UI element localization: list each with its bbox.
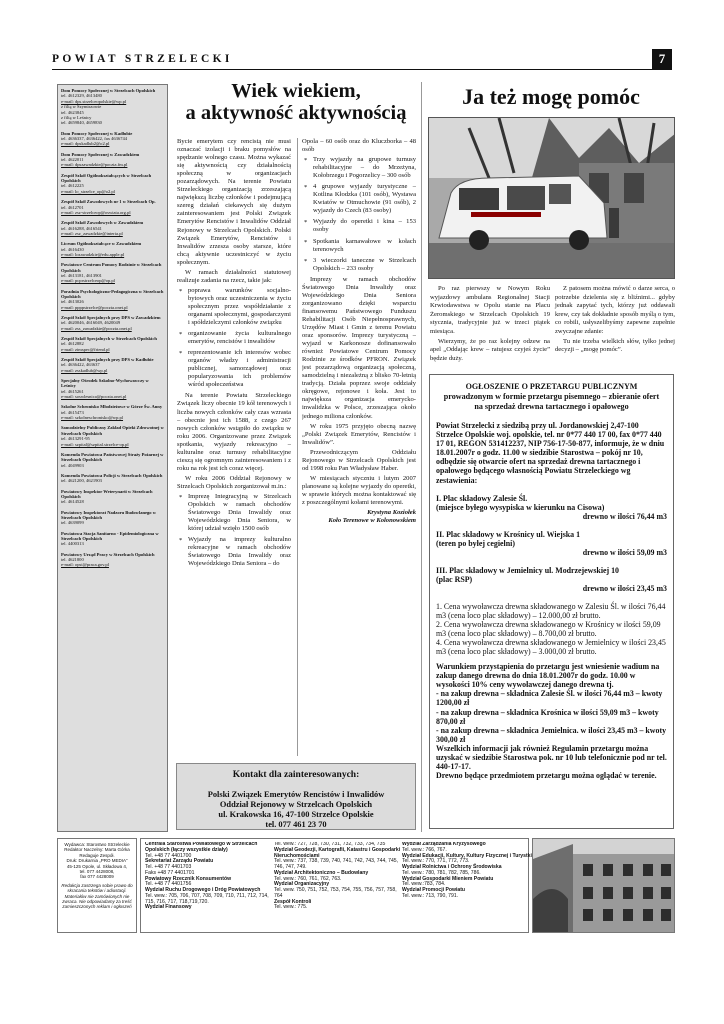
- entry-email: e-mail: opst@praca.gov.pl: [61, 562, 109, 568]
- department-phone: Tel. wew.: 780, 781, 782, 785, 786.: [402, 869, 481, 876]
- entry-phone: tel. 4612882: [61, 341, 84, 347]
- entry-phone: tel. 4615261: [61, 388, 84, 394]
- sidebar-entry: [61, 404, 164, 420]
- bullet-item: * organizowanie życia kulturalnego emerytów, rencistów i inwalidów: [177, 330, 291, 346]
- entry-name: Specjalny Ośrodek Szkolno-Wychowawczy w Leśnicy: [61, 378, 149, 389]
- publisher-info: [57, 838, 137, 933]
- page-footer: [57, 838, 675, 933]
- notice-condition: Wszelkich informacji jak również Regulamin przetargu można uzyskać w siedzibie Starostwa pok. nr 10 lub telefonicznie pod nr tel. 440-17-17.: [436, 743, 667, 772]
- entry-email: e-mail: lo_strzelce_op@o2.pl: [61, 188, 115, 194]
- entry-name: Zespół Szkół Specjalnych przy DPS w Zawadzkiem: [61, 314, 161, 320]
- sidebar-entry: [61, 510, 164, 526]
- article-title-line2: a aktywność aktywnością: [185, 102, 407, 124]
- article-title: Ja też mogę pomóc: [462, 84, 640, 109]
- entry-name: Zespół Szkół Zawodowych nr 1 w Strzelcach Op.: [61, 199, 156, 205]
- directory-column: [272, 842, 404, 911]
- article-title: [175, 80, 417, 124]
- entry-line: z filią w Leśnicy: [61, 115, 92, 121]
- item-subtitle: (teren po byłej cegielni): [436, 539, 515, 549]
- entry-phone: tel. 4636422, 463637: [61, 362, 100, 368]
- paragraph: Po raz pierwszy w Nowym Roku wyjazdowy ambulans Regionalnej Stacji Krwiodawstwa w Opolu stanie na Placu Żeromskiego w Strzelcach Opolskich 19 stycznia, tradycyjnie już w trzeci piątek miesiąca.: [430, 285, 550, 335]
- department-name: Wydział Promocji Powiatu: [402, 887, 466, 893]
- entry-name: Dom Pomocy Społecznej w Strzelcach Opolskich: [61, 88, 156, 93]
- sidebar-entry: [61, 315, 164, 331]
- paragraph: Bycie emerytem czy rencistą nie musi oznaczać izolacji i braku pomysłów na spędzanie wolnego czasu. Można wykazać się aktywnością czy działalnością społeczną w organizacjach pozarządowych. Na terenie Powiatu Strzeleckiego organizacją zrzeszającą największą liczbę członków i podejmującą szereg działań ciekawych się dużym zainteresowaniem jest Polski Związek Emerytów Rencistów i Inwalidów Oddział Rejonowy w Strzelcach Opolskich. Polski Związek Emerytów, Rencistów i Inwalidów zrzesza osoby starsze, które chcą aktywnie uczestniczyć w życiu społecznym.: [177, 138, 291, 266]
- paragraph: Z patosem można mówić o darze serca, o potrzebie dzielenia się z bliźnimi... gdyby jednak zapytać tych, którzy już oddawali krew, czy tak dokładnie sposób myślą o tym, co robili, usłyszelibyśmy zapewne zupełnie zwyczajne zdanie:: [555, 285, 675, 335]
- sidebar-entry: [61, 378, 164, 400]
- article-column-1: [177, 138, 291, 756]
- department-name: Wydział Finansowy: [145, 904, 192, 911]
- department-name: Wydział Geodezji, Kartografii, Katastru i Gospodarki Nieruchomościami: [274, 846, 401, 859]
- department-phone: Tel. wew.: 727, 728, 730, 731, 732, 733, 734, 735: [274, 842, 386, 847]
- item-amount: drewno w ilości 76,44 m3: [582, 511, 667, 521]
- bullet-item: * reprezentowanie ich interesów wobec organów władzy i administracji publicznej, samorządowej oraz popularyzowania ich problemów wśród społeczeństwa: [177, 349, 291, 389]
- entry-email: e-mail: dpszawadzkie@poczta.fm.pl: [61, 162, 128, 168]
- entry-email: e-mail: dpskadlub2@o2.pl: [61, 141, 110, 147]
- paragraph: W ramach działalności statutowej realizuje zadania na rzecz, takie jak:: [177, 268, 291, 284]
- notice-prices: [436, 602, 667, 657]
- directory-column: [143, 842, 275, 911]
- entry-phone: tel. 4622011: [61, 157, 84, 163]
- department-name: Wydział Organizacyjny: [274, 881, 330, 888]
- department-phone: Tel. wew.: 737, 738, 739, 740, 741, 742, 743, 744, 745, 746, 747, 749.: [274, 858, 399, 870]
- department-phone: Tel. wew.: 775.: [274, 904, 308, 911]
- entry-phone: tel. 4613291-95: [61, 436, 90, 442]
- department-phone: Faks +48 77 4401701: [145, 869, 195, 876]
- entry-line: z filią w Szymiszowie: [61, 104, 102, 110]
- article-title-line1: Wiek wiekiem,: [231, 80, 361, 102]
- department-phone: Tel. wew.: 770, 771, 772, 773.: [402, 858, 470, 865]
- entry-phone: tel. 4636337, 4636422, fax 4636744: [61, 136, 128, 142]
- entry-line: tel. 4659840, 4659830: [61, 120, 102, 126]
- entry-email: e-mail: szkolneschronisko@wp.pl: [61, 415, 124, 421]
- entry-name: Szkolne Schronisko Młodzieżowe w Górze Św. Anny: [61, 404, 163, 410]
- bullet-item: * Imprezę Integracyjną w Strzelcach Opolskich w ramach obchodów Światowego Dnia Inwalidy oraz Wojewódzkiego Dnia Seniora, w której udział wzięło 1500 osób: [177, 493, 291, 533]
- entry-phone: tel. 4615473: [61, 409, 84, 415]
- sidebar-entry: [61, 131, 164, 147]
- price-line: 2. Cena wywoławcza drewna składowanego w Krośnicy w ilości 59,09 m3 (cena loco plac składowy) – 8.700,00 zł brutto.: [436, 619, 661, 638]
- department-name: Wydział Gospodarki Mieniem Powiatu: [402, 875, 494, 882]
- item-subtitle: (plac RSP): [436, 575, 473, 585]
- bullet-list: [177, 287, 291, 390]
- entry-email: e-mail: zimspec@friend.pl: [61, 346, 110, 352]
- item-amount: drewno w ilości 23,45 m3: [582, 584, 667, 594]
- entry-name: Zespół Szkół Zawodowych w Zawadzkiem: [61, 220, 144, 226]
- notice-heading: OGŁOSZENIE O PRZETARGU PUBLICZNYM: [465, 382, 638, 391]
- sidebar-entry: [61, 241, 164, 257]
- entry-name: Poradnia Psychologiczno-Pedagogiczna w Strzelcach Opolskich: [61, 288, 164, 299]
- notice-condition: - na zakup drewna – składnica Jemielnica. w ilości 23,45 m3 – kwoty 300,00 zł: [436, 725, 667, 744]
- paragraph: W roku 2006 Oddział Rejonowy w Strzelcach Opolskich zorganizował m.in.:: [177, 474, 291, 490]
- sidebar-entry: [61, 552, 164, 568]
- item-title: I. Plac składowy Zalesie Śl.: [436, 493, 528, 503]
- contact-line: Oddział Rejonowy w Strzelcach Opolskich: [219, 800, 373, 809]
- office-directory: [140, 838, 532, 933]
- item-amount: drewno w ilości 59,09 m3: [582, 548, 667, 558]
- ambulance-photo-image: [429, 118, 675, 279]
- entry-email: e-mail: lozawadzkie@edu.apple.pl: [61, 251, 125, 257]
- department-phone: Tel. wew.: 705, 706, 707, 708, 709, 710, 711, 712, 714, 715, 716, 717, 718,719,720.: [145, 892, 269, 905]
- author-name: Krystyna Koziołek: [367, 509, 416, 517]
- sidebar-entry: [61, 452, 164, 468]
- entry-email: e-mail: szpital@szpital.strzelce-op.pl: [61, 441, 129, 447]
- entry-email: e-mail: zsz-strzelceop@oswiata.org.pl: [61, 209, 131, 215]
- paragraph: Na terenie Powiatu Strzeleckiego Związek liczy obecnie 19 kół terenowych i liczba nowych członków cały czas wzrasta – obecnie jest ich 1588, z czego 267 nowych członków wstąpiło do związku w roku 2006. Organizowane przez Związek spotkania, wyjazdy rekreacyjno – kulturalne oraz turnusy rehabilitacyjne cieszą się ogromnym zainteresowaniem i z roku na rok jest ich coraz więcej.: [177, 392, 291, 472]
- entry-phone: tel. 4612701: [61, 204, 84, 210]
- column-divider: [421, 82, 422, 832]
- publisher-line: 45-125 Opole, ul. Składowa 4,: [66, 863, 128, 869]
- publisher-line: Wydawca: Starostwo Strzeleckie: [64, 842, 130, 847]
- paragraph: Opola – 60 osób oraz do Kluczborka – 48 osób: [302, 138, 416, 154]
- entry-name: Liceum Ogólnokształcące w Zawadzkiem: [61, 241, 142, 247]
- contact-line: Polski Związek Emerytów Rencistów i Inwalidów: [207, 790, 385, 799]
- entry-phone: tel. 4620046, 4616049, 4620049: [61, 320, 121, 326]
- entry-email: e-mail: zss_zawadzkie@poczta.onet.pl: [61, 325, 132, 331]
- tender-notice: [429, 374, 674, 829]
- bullet-item: * poprawa warunków socjalno-bytowych oraz uczestniczenia w życiu społecznym przez współdziałanie z organami społecznymi, gospodarczymi i spółdzielczymi członków związku: [177, 287, 291, 327]
- contact-line: tel. 077 461 23 70: [265, 820, 327, 829]
- entry-name: Samodzielny Publiczny Zakład Opieki Zdrowotnej w Strzelcach Opolskich: [61, 425, 164, 436]
- entry-phone: tel. 4616288, 4616541: [61, 225, 102, 231]
- entry-name: Powiatowy Inspektorat Nadzoru Budowlanego w Strzelcach Opolskich: [61, 509, 156, 520]
- department-phone: Tel. wew.: 760, 761, 762, 763.: [274, 875, 342, 882]
- bullet-list: [302, 156, 416, 273]
- sidebar-entry: [61, 489, 164, 505]
- department-phone: Tel. +48 77 4401703: [145, 864, 192, 870]
- building-photo: [532, 838, 675, 933]
- notice-item: [436, 494, 667, 521]
- article-column-1: [430, 285, 550, 364]
- editorial-note: Redakcja zastrzega sobie prawo do skracania tekstów i adiustacji. Materiałów nie zamówionych nie zwraca. Nie odpowiadamy za treść zamieszczonych reklam i ogłoszeń: [61, 882, 133, 910]
- price-line: 4. Cena wywoławcza drewna składowanego w Jemielnicy w ilości 23,45 m3 (cena loco plac składowy) – 3.000,00 zł brutto.: [436, 637, 666, 656]
- department-phone: Tel. wew. 750, 751, 752, 753, 754, 755, 756, 757, 758, 764: [274, 887, 397, 899]
- entry-phone: tel. 4612225: [61, 183, 84, 189]
- notice-condition: Drewno będące przedmiotem przetargu można oglądać w terenie.: [436, 771, 657, 781]
- entry-email: e-mail: ppppstrzelce@poczta.onet.pl: [61, 304, 128, 310]
- entry-name: Powiatowe Centrum Pomocy Rodzinie w Strzelcach Opolskich: [61, 262, 162, 273]
- entry-email: e-mail: dps.strzelceopolskie@wp.pl: [61, 98, 127, 104]
- page-number: 7: [652, 49, 672, 69]
- entry-phone: tel. 4614528: [61, 499, 84, 505]
- sidebar-entry: [61, 173, 164, 195]
- entry-name: Powiatowy Inspektor Weterynarii w Strzelcach Opolskich: [61, 488, 153, 499]
- column-divider: [297, 138, 298, 756]
- sidebar-entry: [61, 262, 164, 284]
- entry-phone: tel. 4621200, 4621903: [61, 478, 102, 484]
- department-phone: Tel. wew.:783, 784.: [402, 881, 446, 888]
- notice-condition: - na zakup drewna – składnica Zalesie Śl. w ilości 76,44 m3 – kwoty 1200,00 zł: [436, 689, 663, 708]
- page-header: [52, 52, 672, 70]
- department-name: Zespół Kontroli: [274, 898, 312, 905]
- publisher-line: Redaktor Naczelny: Marta Górka: [64, 847, 130, 853]
- bullet-item: * Wyjazdy do operetki i kina – 153 osoby: [302, 218, 416, 234]
- department-name: Wydział Architektoniczno – Budowlany: [274, 869, 369, 876]
- department-phone: Tel. +48 77 4401756: [145, 881, 192, 888]
- department-name: Wydział Zarządzania Kryzysowego: [402, 842, 486, 847]
- entry-name: Zespół Szkół Specjalnych przy DPS w Kadłubie: [61, 357, 154, 363]
- entry-phone: tel. 4613026: [61, 299, 84, 305]
- entry-phone: tel. 4639099: [61, 520, 84, 526]
- entry-name: Powiatowa Stacja Sanitarno - Epidemiologiczna w Strzelcach Opolskich: [61, 530, 159, 541]
- sidebar-entry: [61, 88, 164, 126]
- sidebar-entry: [61, 357, 164, 373]
- notice-subheading: prowadzonym w formie przetargu pisemnego – zbieranie ofert: [443, 392, 660, 401]
- entry-phone: tel. 4621800: [61, 556, 84, 562]
- sidebar-entry: [61, 289, 164, 311]
- entry-phone: tel. 4612329, 4613480: [61, 93, 102, 99]
- department-name: Wydział Ruchu Drogowego i Dróg Powiatowych: [145, 887, 261, 893]
- contact-sidebar: [57, 84, 168, 832]
- item-title: II. Plac składowy w Krośnicy ul. Wiejska 1: [436, 529, 581, 539]
- item-title: III. Plac składowy w Jemielnicy ul. Modrzejewskiej 10: [436, 566, 620, 576]
- entry-phone: tel. 4400313: [61, 541, 84, 547]
- entry-name: Zespół Szkół Ogólnokształcących w Strzelcach Opolskich: [61, 172, 152, 184]
- contact-line: ul. Krakowska 16, 47-100 Strzelce Opolskie: [218, 810, 374, 819]
- sidebar-entry: [61, 336, 164, 352]
- department-name: Powiatowy Rzecznik Konsumentów: [145, 875, 232, 882]
- item-subtitle: (miejsce byłego wysypiska w kierunku na Cisowa): [436, 502, 605, 512]
- notice-condition: Warunkiem przystąpienia do przetargu jest wniesienie wadium na zakup danego drewna do dnia 18.01.2007r do godz. 10.00 w wysokości 10% ceny wywoławczej danego drewna tj.: [436, 662, 660, 690]
- article-column-2: [302, 138, 416, 756]
- publisher-line: fax 077 4428009: [80, 874, 114, 880]
- publisher-line: tel. 077 4428008,: [79, 869, 115, 875]
- ambulance-photo: [428, 117, 675, 279]
- department-name: Wydział Edukacji, Kultury, Kultury Fizycznej i Turystki: [402, 852, 532, 859]
- entry-name: Komenda Powiatowa Policji w Strzelcach Opolskich: [61, 472, 163, 478]
- sidebar-entry: [61, 220, 164, 236]
- entry-name: Dom Pomocy Społecznej w Kadłubie: [61, 130, 133, 136]
- sidebar-entry: [61, 473, 164, 484]
- sidebar-entry: [61, 152, 164, 168]
- department-name: Centrala Starostwa Powiatowego w Strzelcach Opolskich (łączy wszystkie działy): [145, 842, 258, 853]
- notice-item: [436, 566, 667, 593]
- bullet-item: * Trzy wyjazdy na grupowe turnusy rehabilitacyjne – do Mrzeżyna, Kołobrzegu i Pogorzelicy – 300 osób: [302, 156, 416, 180]
- notice-subheading: na sprzedaż drewna tartacznego i opałowego: [474, 402, 629, 411]
- entry-phone: tel. 4616430: [61, 246, 84, 252]
- paragraph: W miesiącach styczniu i lutym 2007 planowane są kolejne wyjazdy do operetki, w sprawie których można kontaktować się z poszczególnymi kołami terenowymi.: [302, 474, 416, 506]
- bullet-item: * 4 grupowe wyjazdy turystyczne – Kotlina Kłodzka (101 osób), Wystawa Kwiatów w Otmuchowie (91 osób), 2 wyjazdy do Czech (83 osoby): [302, 183, 416, 215]
- paragraph: Tu nie trzeba wielkich słów, tylko jednej decyzji – „mogę pomóc”.: [555, 337, 675, 354]
- entry-name: Dom Pomocy Społecznej w Zawadzkiem: [61, 151, 140, 157]
- department-name: Sekretariat Zarządu Powiatu: [145, 858, 214, 865]
- notice-intro: Powiat Strzelecki z siedzibą przy ul. Jordanowskiej 2,47-100 Strzelce Opolskie woj. opolskie, tel. nr 0*77 440 17 00, fax 0*77 440 17 01, REGON 531412237, NIP 756-17-50-877, informuje, że w dniu 18.01.2007r o godz. 11.00 w siedzibie Starostwa – pokój nr 10, odbędzie się otwarcie ofert na sprzedaż drewna tartacznego i opałowego będącego własnością Powiatu Strzeleckiego wg zestawienia:: [436, 421, 665, 485]
- paragraph: W roku 1975 przyjęto obecną nazwę „Polski Związek Emerytów, Rencistów i Inwalidów”.: [302, 422, 416, 446]
- notice-item: [436, 530, 667, 557]
- sidebar-entry: [61, 425, 164, 447]
- bullet-item: * Spotkania karnawałowe w kołach terenowych: [302, 238, 416, 254]
- department-name: Wydział Rolnictwa i Ochrony Środowiska: [402, 864, 502, 870]
- sidebar-entry: [61, 199, 164, 215]
- publisher-line: Redaguje Zespół.: [79, 852, 115, 858]
- entry-email: e-mail: zsskadlub@wp.pl: [61, 367, 108, 373]
- entry-email: e-mail: soswlesnica@poczta.onet.pl: [61, 394, 127, 400]
- entry-name: Zespół Szkół Specjalnych w Strzelcach Opolskich: [61, 336, 157, 341]
- masthead: POWIAT STRZELECKI: [52, 53, 233, 65]
- entry-email: e-mail: pcprstrzelceop@op.pl: [61, 278, 115, 284]
- department-phone: Tel. +48 77 4401700: [145, 852, 192, 859]
- sidebar-entry: [61, 531, 164, 547]
- author-affiliation: Koło Terenowe w Kolonowskiem: [328, 517, 416, 525]
- bullet-item: * Wyjazdy na imprezy kulturalno rekreacyjne w ramach obchodów Światowego Dnia Inwalidy oraz Wojewódzkiego Dnia Seniora – do: [177, 536, 291, 568]
- article-column-2: [555, 285, 675, 356]
- contact-box: [176, 763, 416, 830]
- paragraph: Przewodniczącym Oddziału Rejonowego w Strzelcach Opolskich jest od 1998 roku Pan Władysław Haber.: [302, 448, 416, 472]
- entry-name: Powiatowy Urząd Pracy w Strzelcach Opolskich: [61, 551, 155, 557]
- directory-column: [400, 842, 532, 900]
- contact-title: Kontakt dla zainteresowanych:: [232, 770, 360, 780]
- bullet-item: * 3 wieczorki taneczne w Strzelcach Opolskich – 233 osoby: [302, 257, 416, 273]
- publisher-line: Druk: Drukarnia „PRO MEDIA”: [66, 858, 128, 864]
- paragraph: Wierzymy, że po raz kolejny odzew na apel „Oddając krew – ratujesz czyjeś życie” będzie duży.: [430, 337, 550, 362]
- price-line: 1. Cena wywoławcza drewna składowanego w Zalesiu Śl. w ilości 76,44 m3 (cena loco plac składowy) – 12.000,00 zł brutto.: [436, 601, 666, 620]
- entry-phone: tel. 4613181, 4613901: [61, 272, 102, 278]
- department-phone: Tel. wew.: 713, 790, 791.: [402, 892, 459, 899]
- entry-email: e-mail: zsz_zawadzkie@interia.pl: [61, 230, 123, 236]
- entry-line: tel. 4623845: [61, 109, 84, 115]
- notice-condition: - na zakup drewna – składnica Krośnica w ilości 59,09 m3 – kwoty 870,00 zł: [436, 707, 659, 726]
- notice-items: [436, 494, 667, 594]
- bullet-list: [177, 493, 291, 568]
- paragraph: Imprezy w ramach obchodów Światowego Dnia Inwalidy oraz Wojewódzkiego Dnia Seniora zorganizowano dzięki wsparciu finansowemu Państwowego Funduszu Rehabilitacji Osób Niepełnosprawnych, Urzędów Miast i Gmin z terenu Powiatu oraz sponsorów. Imprezy turystyczną – wyjazd w Karkonosze dofinansowało również Powiatowe Centrum Pomocy Rodzinie ze środków PFRON. Związek jest pozarządową organizacją społeczną, samodzielną i niezależną z blisko 70-letnią tradycją. Działa poprzez swoje oddziały okręgowe, rejonowe i koła. Jest to największa organizacja emerycko-inwalidzka w Polsce, zrzeszająca około jednego miliona członków.: [302, 275, 416, 420]
- entry-phone: tel. 4049903: [61, 462, 84, 468]
- department-phone: Tel. wew.: 766, 767.: [402, 846, 447, 853]
- building-photo-image: [533, 839, 675, 933]
- entry-name: Komenda Powiatowa Państwowej Straży Pożarnej w Strzelcach Opolskich: [61, 451, 164, 463]
